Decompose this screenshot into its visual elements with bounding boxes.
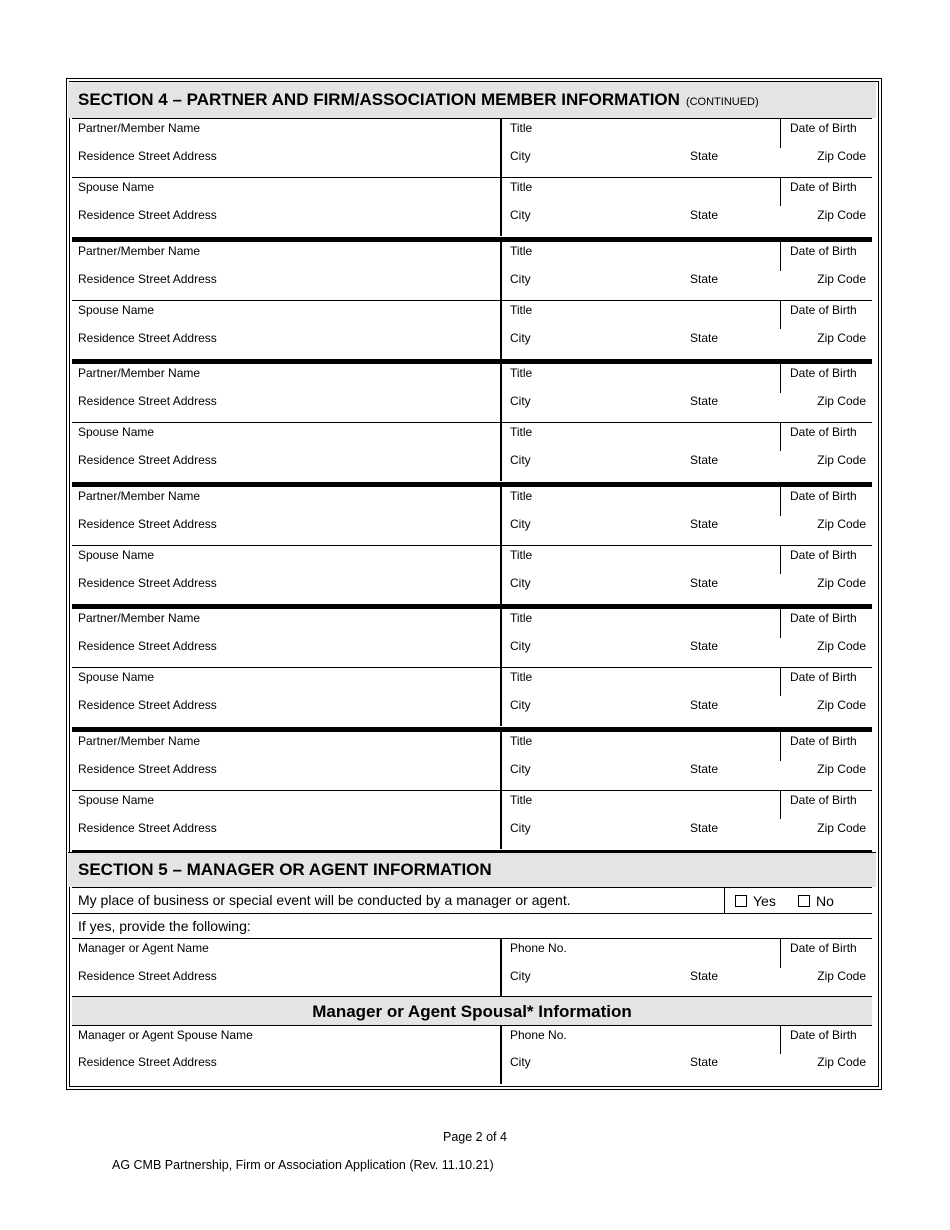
spouse-zip-label: Zip Code xyxy=(817,821,866,835)
partner-dob-field[interactable] xyxy=(780,609,872,638)
page-number: Page 2 of 4 xyxy=(443,1130,507,1144)
partner-name-label: Partner/Member Name xyxy=(78,243,201,258)
manager-address-row xyxy=(72,967,872,996)
partner-state-label: State xyxy=(690,639,719,654)
partner-zip-label: Zip Code xyxy=(817,762,866,776)
manager-spouse-phone-label: Phone No. xyxy=(510,1028,567,1042)
spouse-name-label: Spouse Name xyxy=(78,302,155,317)
partner-dob-field[interactable] xyxy=(780,487,872,516)
spouse-name-label: Spouse Name xyxy=(78,793,155,807)
spouse-zip-label: Zip Code xyxy=(817,575,866,590)
spouse-zip-label: Zip Code xyxy=(817,330,866,345)
spouse-name-field[interactable] xyxy=(72,791,500,819)
spousal-info-heading xyxy=(72,996,872,1026)
spouse-name-label: Spouse Name xyxy=(78,547,155,562)
spouse-city-label: City xyxy=(510,575,531,590)
spouse-state-label: State xyxy=(690,330,719,345)
partner-state-label: State xyxy=(690,271,719,286)
spouse-title-label: Title xyxy=(510,670,533,685)
partner-name-field[interactable] xyxy=(72,364,500,393)
spouse-zip-label: Zip Code xyxy=(817,453,866,468)
spouse-zip-label: Zip Code xyxy=(817,208,866,222)
manager-spouse-name-row xyxy=(72,1025,872,1054)
spouse-zip-label: Zip Code xyxy=(817,698,866,713)
partner-address-field[interactable] xyxy=(72,147,500,177)
manager-spouse-state-label: State xyxy=(690,1055,719,1069)
partner-title-label: Title xyxy=(510,488,533,503)
partner-state-label: State xyxy=(690,149,719,163)
manager-spouse-address-field[interactable] xyxy=(72,1053,500,1084)
spouse-city-label: City xyxy=(510,698,531,713)
spouse-city-label: City xyxy=(510,453,531,468)
partner-row xyxy=(72,363,872,393)
manager-address-field[interactable] xyxy=(72,967,500,996)
partner-address-field[interactable] xyxy=(72,515,500,545)
partner-title-field[interactable] xyxy=(500,487,780,516)
partner-city-label: City xyxy=(510,516,531,531)
yes-no-options xyxy=(724,888,872,913)
spouse-row xyxy=(72,422,872,451)
manager-spouse-address-label: Residence Street Address xyxy=(78,1055,217,1069)
section-4-header xyxy=(68,82,876,118)
partner-row xyxy=(72,731,872,761)
spouse-title-field[interactable] xyxy=(500,668,780,696)
partner-dob-label: Date of Birth xyxy=(790,366,857,381)
spouse-address-label: Residence Street Address xyxy=(78,330,217,345)
partner-address-field[interactable] xyxy=(72,270,500,300)
manager-dob-field[interactable] xyxy=(780,939,872,968)
partner-title-field[interactable] xyxy=(500,609,780,638)
spouse-name-label: Spouse Name xyxy=(78,180,155,194)
form-revision: AG CMB Partnership, Firm or Association Application (Rev. 11.10.21) xyxy=(112,1158,494,1172)
spouse-name-field[interactable] xyxy=(72,178,500,206)
partner-dob-field[interactable] xyxy=(780,242,872,271)
partner-dob-field[interactable] xyxy=(780,364,872,393)
partner-city-label: City xyxy=(510,149,531,163)
spouse-address-row xyxy=(72,329,872,359)
manager-zip-label: Zip Code xyxy=(817,969,866,983)
spouse-title-field[interactable] xyxy=(500,546,780,574)
spouse-city-state-zip-field[interactable] xyxy=(500,451,872,481)
manager-spouse-zip-label: Zip Code xyxy=(817,1055,866,1069)
partner-city-label: City xyxy=(510,271,531,286)
partner-address-label: Residence Street Address xyxy=(78,762,217,776)
spouse-row xyxy=(72,545,872,574)
spouse-address-row xyxy=(72,696,872,726)
partner-address-field[interactable] xyxy=(72,760,500,790)
partner-zip-label: Zip Code xyxy=(817,516,866,531)
spouse-city-state-zip-field[interactable] xyxy=(500,574,872,604)
yes-label: Yes xyxy=(753,893,776,909)
spouse-name-field[interactable] xyxy=(72,301,500,329)
partner-zip-label: Zip Code xyxy=(817,394,866,409)
partner-name-field[interactable] xyxy=(72,487,500,516)
spouse-city-state-zip-field[interactable] xyxy=(500,696,872,726)
spouse-dob-field[interactable] xyxy=(780,423,872,451)
partner-address-row xyxy=(72,270,872,300)
partner-city-state-zip-field[interactable] xyxy=(500,637,872,667)
spouse-city-state-zip-field[interactable] xyxy=(500,329,872,359)
spouse-title-field[interactable] xyxy=(500,178,780,206)
partner-zip-label: Zip Code xyxy=(817,639,866,654)
spouse-address-row xyxy=(72,574,872,604)
spouse-city-label: City xyxy=(510,330,531,345)
spouse-row xyxy=(72,790,872,819)
partner-title-label: Title xyxy=(510,121,533,135)
section-5-title: SECTION 5 – MANAGER OR AGENT INFORMATION xyxy=(78,860,492,879)
spouse-name-field[interactable] xyxy=(72,668,500,696)
no-checkbox[interactable] xyxy=(798,895,810,907)
section-4-continued: (CONTINUED) xyxy=(685,95,759,108)
partner-state-label: State xyxy=(690,394,719,409)
partner-dob-label: Date of Birth xyxy=(790,243,857,258)
spouse-name-label: Spouse Name xyxy=(78,670,155,685)
manager-question-row xyxy=(72,887,872,913)
yes-checkbox[interactable] xyxy=(735,895,747,907)
partner-zip-label: Zip Code xyxy=(817,271,866,286)
spouse-title-label: Title xyxy=(510,793,533,807)
spouse-address-field[interactable] xyxy=(72,819,500,849)
spouse-title-label: Title xyxy=(510,302,533,317)
manager-state-label: State xyxy=(690,969,719,983)
partner-title-field[interactable] xyxy=(500,242,780,271)
spouse-address-label: Residence Street Address xyxy=(78,821,217,835)
spouse-address-field[interactable] xyxy=(72,451,500,481)
partner-address-label: Residence Street Address xyxy=(78,516,217,531)
no-option[interactable] xyxy=(798,893,834,909)
spouse-state-label: State xyxy=(690,575,719,590)
partner-name-field[interactable] xyxy=(72,119,500,148)
spouse-dob-label: Date of Birth xyxy=(790,180,857,194)
partner-name-field[interactable] xyxy=(72,732,500,761)
if-yes-row xyxy=(72,913,872,938)
partner-name-label: Partner/Member Name xyxy=(78,488,201,503)
spouse-name-field[interactable] xyxy=(72,423,500,451)
spouse-address-field[interactable] xyxy=(72,574,500,604)
section-4-title: SECTION 4 – PARTNER AND FIRM/ASSOCIATION MEMBER INFORMATION xyxy=(78,90,680,109)
spouse-address-label: Residence Street Address xyxy=(78,453,217,468)
manager-city-label: City xyxy=(510,969,531,983)
manager-city-state-zip-field[interactable] xyxy=(500,967,872,996)
spouse-title-label: Title xyxy=(510,180,533,194)
manager-dob-label: Date of Birth xyxy=(790,941,857,955)
manager-spouse-city-state-zip-field[interactable] xyxy=(500,1053,872,1084)
partner-name-label: Partner/Member Name xyxy=(78,366,201,381)
manager-name-label: Manager or Agent Name xyxy=(78,941,209,955)
spouse-dob-label: Date of Birth xyxy=(790,302,857,317)
partner-address-label: Residence Street Address xyxy=(78,639,217,654)
partner-address-field[interactable] xyxy=(72,392,500,422)
spouse-dob-label: Date of Birth xyxy=(790,793,857,807)
spouse-dob-label: Date of Birth xyxy=(790,670,857,685)
manager-spouse-name-field[interactable] xyxy=(72,1026,500,1054)
spouse-address-field[interactable] xyxy=(72,206,500,236)
spouse-address-label: Residence Street Address xyxy=(78,575,217,590)
no-label: No xyxy=(816,893,834,909)
manager-spouse-phone-field[interactable] xyxy=(500,1026,780,1054)
spouse-state-label: State xyxy=(690,453,719,468)
partner-name-field[interactable] xyxy=(72,609,500,638)
manager-phone-field[interactable] xyxy=(500,939,780,968)
manager-name-field[interactable] xyxy=(72,939,500,968)
spouse-row xyxy=(72,300,872,329)
partner-title-label: Title xyxy=(510,734,533,748)
partner-dob-label: Date of Birth xyxy=(790,734,857,748)
spouse-address-label: Residence Street Address xyxy=(78,208,217,222)
partner-title-field[interactable] xyxy=(500,732,780,761)
if-yes-text: If yes, provide the following: xyxy=(78,918,251,934)
partner-dob-field[interactable] xyxy=(780,119,872,148)
partner-address-row xyxy=(72,515,872,545)
partner-city-label: City xyxy=(510,762,531,776)
partner-title-field[interactable] xyxy=(500,364,780,393)
spouse-title-field[interactable] xyxy=(500,791,780,819)
partner-city-label: City xyxy=(510,394,531,409)
manager-spouse-name-label: Manager or Agent Spouse Name xyxy=(78,1028,253,1042)
spouse-dob-label: Date of Birth xyxy=(790,425,857,440)
partner-city-state-zip-field[interactable] xyxy=(500,147,872,177)
manager-question: My place of business or special event will be conducted by a manager or agent. xyxy=(78,892,571,908)
partner-row xyxy=(72,486,872,516)
partner-dob-label: Date of Birth xyxy=(790,488,857,503)
spouse-dob-field[interactable] xyxy=(780,301,872,329)
spouse-city-label: City xyxy=(510,821,531,835)
spouse-dob-field[interactable] xyxy=(780,668,872,696)
spouse-state-label: State xyxy=(690,698,719,713)
spouse-address-field[interactable] xyxy=(72,696,500,726)
spouse-dob-field[interactable] xyxy=(780,178,872,206)
partner-address-row xyxy=(72,392,872,422)
partner-address-field[interactable] xyxy=(72,637,500,667)
spouse-address-row xyxy=(72,819,872,849)
spouse-city-label: City xyxy=(510,208,531,222)
partner-city-state-zip-field[interactable] xyxy=(500,760,872,790)
spouse-row xyxy=(72,667,872,696)
spouse-dob-label: Date of Birth xyxy=(790,547,857,562)
partner-name-field[interactable] xyxy=(72,242,500,271)
partner-row xyxy=(72,608,872,638)
partner-city-label: City xyxy=(510,639,531,654)
spouse-name-label: Spouse Name xyxy=(78,425,155,440)
partner-zip-label: Zip Code xyxy=(817,149,866,163)
partner-name-label: Partner/Member Name xyxy=(78,734,201,748)
partner-title-label: Title xyxy=(510,611,533,626)
partner-address-row xyxy=(72,147,872,177)
spouse-city-state-zip-field[interactable] xyxy=(500,206,872,236)
partner-address-label: Residence Street Address xyxy=(78,149,217,163)
partner-city-state-zip-field[interactable] xyxy=(500,392,872,422)
spouse-city-state-zip-field[interactable] xyxy=(500,819,872,849)
partner-address-label: Residence Street Address xyxy=(78,271,217,286)
partner-state-label: State xyxy=(690,516,719,531)
partner-dob-field[interactable] xyxy=(780,732,872,761)
partner-state-label: State xyxy=(690,762,719,776)
partner-city-state-zip-field[interactable] xyxy=(500,515,872,545)
spouse-address-field[interactable] xyxy=(72,329,500,359)
manager-name-row xyxy=(72,938,872,968)
spouse-address-row xyxy=(72,206,872,236)
partner-row xyxy=(72,118,872,148)
manager-spouse-dob-field[interactable] xyxy=(780,1026,872,1054)
manager-spouse-address-row xyxy=(72,1053,872,1084)
partner-name-label: Partner/Member Name xyxy=(78,121,201,135)
manager-spouse-dob-label: Date of Birth xyxy=(790,1028,857,1042)
spouse-name-field[interactable] xyxy=(72,546,500,574)
spouse-state-label: State xyxy=(690,208,719,222)
section-5-header xyxy=(68,852,876,887)
manager-spouse-city-label: City xyxy=(510,1055,531,1069)
partner-title-label: Title xyxy=(510,243,533,258)
spouse-address-label: Residence Street Address xyxy=(78,698,217,713)
spouse-dob-field[interactable] xyxy=(780,546,872,574)
manager-address-label: Residence Street Address xyxy=(78,969,217,983)
partner-name-label: Partner/Member Name xyxy=(78,611,201,626)
spouse-title-field[interactable] xyxy=(500,423,780,451)
spouse-title-label: Title xyxy=(510,425,533,440)
spouse-title-label: Title xyxy=(510,547,533,562)
partner-dob-label: Date of Birth xyxy=(790,121,857,135)
spouse-dob-field[interactable] xyxy=(780,791,872,819)
yes-option[interactable] xyxy=(735,893,776,909)
spouse-address-row xyxy=(72,451,872,481)
spouse-title-field[interactable] xyxy=(500,301,780,329)
partner-address-row xyxy=(72,760,872,790)
spouse-row xyxy=(72,177,872,206)
partner-title-label: Title xyxy=(510,366,533,381)
partner-row xyxy=(72,241,872,271)
partner-dob-label: Date of Birth xyxy=(790,611,857,626)
partner-address-label: Residence Street Address xyxy=(78,394,217,409)
spousal-info-heading-text: Manager or Agent Spousal* Information xyxy=(312,1001,632,1021)
manager-phone-label: Phone No. xyxy=(510,941,567,955)
partner-city-state-zip-field[interactable] xyxy=(500,270,872,300)
partner-title-field[interactable] xyxy=(500,119,780,148)
partner-address-row xyxy=(72,637,872,667)
spouse-state-label: State xyxy=(690,821,719,835)
